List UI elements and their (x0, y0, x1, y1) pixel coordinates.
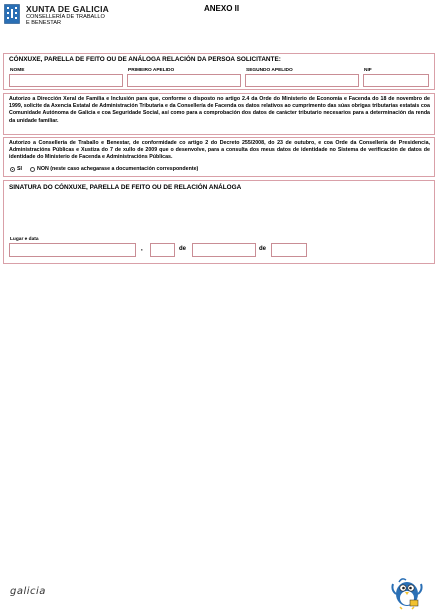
place-date-label: Lugar e data (10, 237, 39, 242)
yes-radio[interactable] (10, 167, 15, 172)
day-field[interactable] (150, 243, 175, 257)
department-line-1: CONSELLERÍA DE TRABALLO (26, 14, 105, 20)
second-surname-field[interactable] (245, 74, 359, 87)
no-radio[interactable] (30, 167, 35, 172)
comma-separator: , (141, 246, 143, 252)
nif-field[interactable] (363, 74, 429, 87)
second-surname-label: SEGUNDO APELIDO (246, 68, 293, 73)
galicia-logo: galicia (10, 586, 46, 597)
month-field[interactable] (192, 243, 256, 257)
year-field[interactable] (271, 243, 307, 257)
first-surname-label: PRIMEIRO APELIDO (128, 68, 175, 73)
signature-section (3, 180, 435, 264)
identity-authorization-section (3, 137, 435, 177)
nif-label: NIF (364, 68, 372, 73)
brand-name: XUNTA DE GALICIA (26, 4, 110, 14)
spouse-section-title: CÓNXUXE, PARELLA DE FEITO OU DE ANÁLOGA RELACIÓN DA PERSOA SOLICITANTE: (9, 56, 281, 63)
xunta-logo (4, 4, 154, 30)
tax-authorization-text: Autorizo a Dirección Xeral de Familia e Inclusión para que, conforme o disposto no artigo 2.4 da Orde do Ministerio de Economía e Facenda do 18 de novembro de 1999, solicite da Axencia Estatal de Administración Tributaria e da Consellería de Facenda os datos relativos ao cumprimento das súas obrigas tributarias estatais coa Comunidade Autónoma de Galicia e coa Seguridade Social, así como para a comprobación dos datos de carácter tributario necesarios para a determinación da renda da unidade familiar. (9, 96, 430, 124)
name-field[interactable] (9, 74, 123, 87)
de-label-2: de (259, 246, 267, 252)
first-surname-field[interactable] (127, 74, 241, 87)
galicia-shield-icon (4, 4, 20, 24)
place-field[interactable] (9, 243, 136, 257)
identity-authorization-text: Autorizo a Consellería de Traballo e Benestar, de conformidade co artigo 2 do Decreto 255/2008, do 23 de outubro, e coa Orde da Consellería de Presidencia, Administracións Públicas e Xustiza do 7 de xullo de 2009 que o desenvolve, para a consulta dos meus datos de identidade no Sistema de verificación de datos de identidade do Ministerio de Facenda e Administracións Públicas. (9, 140, 430, 161)
yes-option-label: SI (17, 166, 23, 172)
mascot-icon (390, 574, 424, 610)
name-label: NOME (10, 68, 25, 73)
spouse-section (3, 53, 435, 90)
signature-section-title: SINATURA DO CÓNXUXE, PARELLA DE FEITO OU DE RELACIÓN ANÁLOGA (9, 184, 242, 191)
annex-title: ANEXO II (204, 4, 240, 13)
department-line-2: E BENESTAR (26, 20, 62, 26)
de-label-1: de (179, 246, 187, 252)
no-option-label: NON (neste caso achegarase a documentación correspondente) (37, 166, 199, 172)
tax-authorization-section (3, 93, 435, 135)
